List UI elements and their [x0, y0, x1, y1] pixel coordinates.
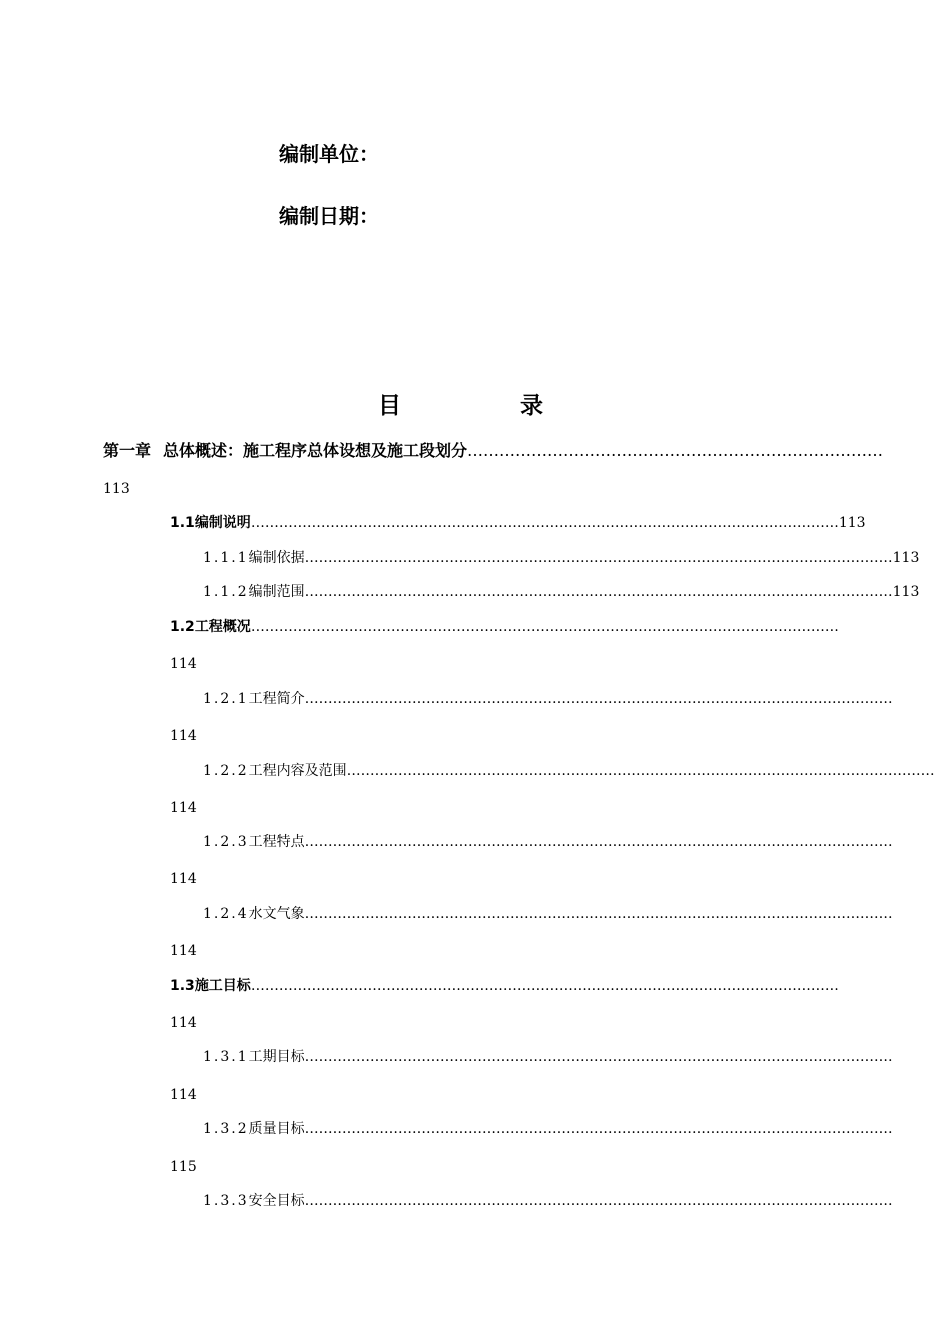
toc-entry-num: 1.2 — [170, 619, 195, 635]
toc-entry-page: 114 — [170, 943, 197, 959]
toc-entry-page: 114 — [170, 656, 197, 672]
toc-leader-dots: ……………………………………………………………………………………………………………… — [304, 906, 893, 922]
toc-entry-label: 水文气象 — [248, 906, 305, 922]
toc-entry-num: 1.2.4 — [203, 906, 249, 922]
toc-entry-page: 113 — [892, 550, 920, 566]
toc-entry-1-2-1[interactable] — [203, 688, 893, 710]
toc-title-right: 录 — [520, 393, 543, 419]
toc-entry-num: 1.2.3 — [203, 834, 249, 850]
toc-leader-dots: ……………………………………………………………………………………………………………… — [250, 978, 839, 994]
toc-entry-1-3-3[interactable] — [203, 1190, 893, 1212]
toc-entry-chapter-1[interactable] — [103, 440, 884, 462]
toc-entry-num: 1.3.2 — [203, 1121, 249, 1137]
toc-entry-1-1-2[interactable] — [203, 581, 920, 603]
toc-entry-page: 114 — [170, 1015, 197, 1031]
toc-entry-1-1-1[interactable] — [203, 547, 920, 569]
toc-leader-dots: …………………………………………………………………… — [467, 441, 884, 460]
toc-leader-dots: ……………………………………………………………………………………………………………… — [304, 584, 893, 600]
toc-entry-label: 编制依据 — [248, 550, 305, 566]
toc-entry-label: 编制说明 — [194, 515, 251, 531]
toc-entry-num: 1.1.1 — [203, 550, 249, 566]
compiling-unit-label: 编制单位： — [279, 142, 379, 166]
toc-leader-dots: ……………………………………………………………………………………………………………… — [304, 1121, 893, 1137]
toc-entry-label: 工程简介 — [248, 691, 305, 707]
toc-entry-page: 114 — [170, 728, 197, 744]
toc-entry-page: 115 — [170, 1159, 197, 1175]
toc-entry-label: 工期目标 — [248, 1049, 305, 1065]
toc-entry-label: 编制范围 — [248, 584, 305, 600]
toc-leader-dots: ……………………………………………………………………………………………………………… — [250, 619, 839, 635]
toc-entry-1-2-2[interactable] — [203, 760, 935, 782]
toc-leader-dots: ……………………………………………………………………………………………………………… — [304, 550, 893, 566]
compiling-date-label: 编制日期： — [279, 204, 379, 228]
toc-entry-page: 113 — [892, 584, 920, 600]
toc-entry-num: 1.2.2 — [203, 763, 249, 779]
toc-entry-label: 质量目标 — [248, 1121, 305, 1137]
toc-entry-num: 1.3.1 — [203, 1049, 249, 1065]
toc-entry-label: 工程特点 — [248, 834, 305, 850]
toc-entry-num: 1.1.2 — [203, 584, 249, 600]
toc-entry-1-2-3[interactable] — [203, 831, 893, 853]
toc-leader-dots: ……………………………………………………………………………………………………………… — [346, 763, 935, 779]
toc-entry-num: 第一章 — [103, 441, 152, 460]
toc-entry-1-2-4[interactable] — [203, 903, 893, 925]
toc-entry-num: 1.2.1 — [203, 691, 249, 707]
toc-leader-dots: ……………………………………………………………………………………………………………… — [250, 515, 839, 531]
toc-entry-page: 113 — [838, 515, 866, 531]
toc-title-left: 目 — [378, 393, 401, 419]
toc-entry-page: 114 — [170, 800, 197, 816]
toc-entry-label: 工程内容及范围 — [248, 763, 347, 779]
toc-entry-label: 工程概况 — [194, 619, 251, 635]
toc-entry-num: 1.3.3 — [203, 1193, 249, 1209]
toc-entry-label: 安全目标 — [248, 1193, 305, 1209]
toc-entry-label: 施工目标 — [194, 978, 251, 994]
toc-entry-label: 总体概述：施工程序总体设想及施工段划分 — [163, 441, 468, 460]
toc-entry-1-1[interactable] — [170, 512, 866, 534]
toc-entry-1-3[interactable] — [170, 975, 858, 997]
toc-leader-dots: ……………………………………………………………………………………………………………… — [304, 691, 893, 707]
toc-entry-1-3-1[interactable] — [203, 1046, 893, 1068]
toc-entry-1-3-2[interactable] — [203, 1118, 893, 1140]
toc-entry-page: 114 — [170, 871, 197, 887]
toc-entry-num: 1.3 — [170, 978, 195, 994]
toc-entry-num: 1.1 — [170, 515, 195, 531]
toc-entry-1-2[interactable] — [170, 616, 858, 638]
toc-leader-dots: ……………………………………………………………………………………………………………… — [304, 1193, 893, 1209]
toc-entry-page: 114 — [170, 1087, 197, 1103]
toc-leader-dots: ……………………………………………………………………………………………………………… — [304, 834, 893, 850]
toc-entry-page: 113 — [103, 481, 130, 497]
toc-leader-dots: ……………………………………………………………………………………………………………… — [304, 1049, 893, 1065]
